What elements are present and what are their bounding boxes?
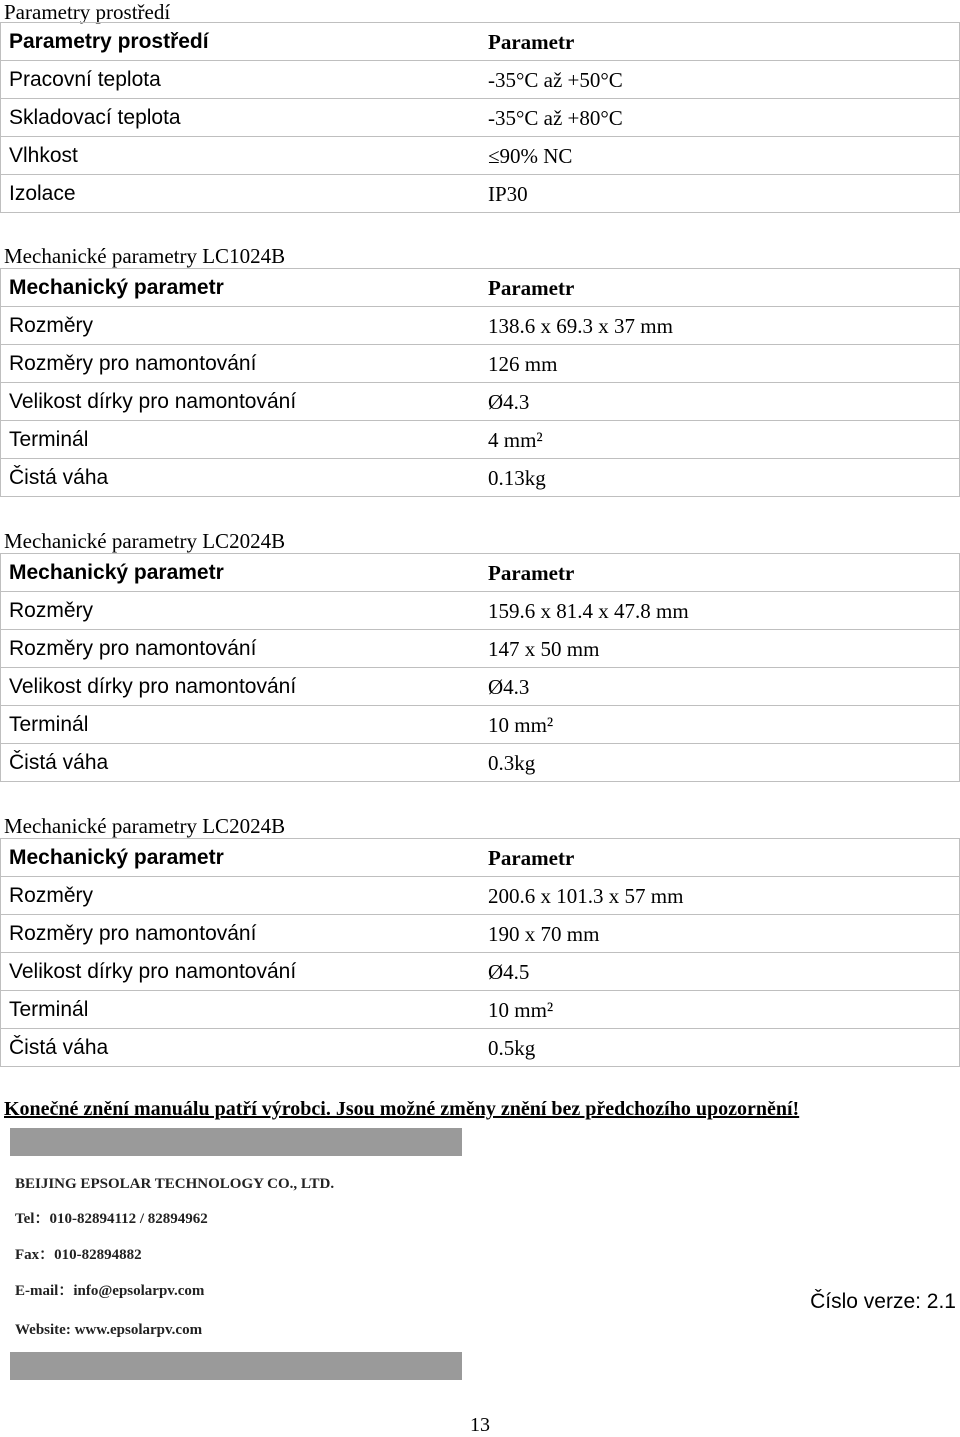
table-row <box>1 1029 960 1067</box>
column-header-parameter: Parametry prostředí <box>1 23 481 61</box>
column-header-value: Parametr <box>480 23 960 61</box>
row-label: Rozměry pro namontování <box>1 630 481 668</box>
row-label: Vlhkost <box>1 137 481 175</box>
row-label: Pracovní teplota <box>1 61 481 99</box>
row-label: Velikost dírky pro namontování <box>1 953 481 991</box>
lc2024b-table <box>0 553 960 782</box>
table-row <box>1 421 960 459</box>
column-header-value: Parametr <box>480 554 960 592</box>
row-value: 10 mm² <box>480 991 960 1029</box>
page-number: 13 <box>470 1414 490 1436</box>
row-label: Rozměry <box>1 307 481 345</box>
row-value: 10 mm² <box>480 706 960 744</box>
row-value: 147 x 50 mm <box>480 630 960 668</box>
row-value: Ø4.5 <box>480 953 960 991</box>
row-value: 0.5kg <box>480 1029 960 1067</box>
row-value: 0.13kg <box>480 459 960 497</box>
table-header-row <box>1 839 960 877</box>
company-email: E-mail：info@epsolarpv.com <box>15 1283 205 1299</box>
section-title-lc2024b-second: Mechanické parametry LC2024B <box>4 814 286 838</box>
version-number: Číslo verze: 2.1 <box>810 1290 956 1313</box>
row-value: 126 mm <box>480 345 960 383</box>
lc2024b-second-table <box>0 838 960 1067</box>
row-label: Čistá váha <box>1 1029 481 1067</box>
row-label: Terminál <box>1 421 481 459</box>
lc1024b-table <box>0 268 960 497</box>
column-header-value: Parametr <box>480 269 960 307</box>
column-header-parameter: Mechanický parametr <box>1 554 481 592</box>
row-label: Čistá váha <box>1 744 481 782</box>
column-header-parameter: Mechanický parametr <box>1 269 481 307</box>
table-row <box>1 953 960 991</box>
row-label: Rozměry pro namontování <box>1 345 481 383</box>
table-row <box>1 383 960 421</box>
table-row <box>1 668 960 706</box>
row-value: 190 x 70 mm <box>480 915 960 953</box>
company-fax: Fax：010-82894882 <box>15 1247 142 1263</box>
table-row <box>1 99 960 137</box>
company-contact-card <box>10 1128 462 1380</box>
company-website: Website: www.epsolarpv.com <box>15 1322 203 1338</box>
row-value: 138.6 x 69.3 x 37 mm <box>480 307 960 345</box>
table-row <box>1 592 960 630</box>
disclaimer-notice: Konečné znění manuálu patří výrobci. Jsou možné změny znění bez předchozího upozornění! <box>4 1098 800 1120</box>
row-label: Skladovací teplota <box>1 99 481 137</box>
row-value: Ø4.3 <box>480 668 960 706</box>
table-header-row <box>1 554 960 592</box>
row-value: 159.6 x 81.4 x 47.8 mm <box>480 592 960 630</box>
table-row <box>1 459 960 497</box>
table-row <box>1 744 960 782</box>
row-value: 0.3kg <box>480 744 960 782</box>
row-label: Rozměry pro namontování <box>1 915 481 953</box>
table-row <box>1 175 960 213</box>
row-label: Rozměry <box>1 592 481 630</box>
table-row <box>1 915 960 953</box>
row-value: IP30 <box>480 175 960 213</box>
company-phone: Tel：010-82894112 / 82894962 <box>15 1211 208 1227</box>
row-label: Rozměry <box>1 877 481 915</box>
section-title-lc2024b: Mechanické parametry LC2024B <box>4 529 286 553</box>
table-row <box>1 630 960 668</box>
row-label: Velikost dírky pro namontování <box>1 383 481 421</box>
table-row <box>1 877 960 915</box>
row-label: Čistá váha <box>1 459 481 497</box>
section-title-lc1024b: Mechanické parametry LC1024B <box>4 244 286 268</box>
environment-table <box>0 22 960 213</box>
row-value: Ø4.3 <box>480 383 960 421</box>
table-row <box>1 991 960 1029</box>
card-top-bar <box>10 1128 462 1156</box>
table-header-row <box>1 23 960 61</box>
section-title-environment: Parametry prostředí <box>4 0 171 24</box>
company-name: BEIJING EPSOLAR TECHNOLOGY CO., LTD. <box>15 1176 335 1192</box>
table-row <box>1 61 960 99</box>
table-row <box>1 307 960 345</box>
table-row <box>1 706 960 744</box>
column-header-value: Parametr <box>480 839 960 877</box>
row-value: -35°C až +50°C <box>480 61 960 99</box>
row-label: Terminál <box>1 991 481 1029</box>
row-value: -35°C až +80°C <box>480 99 960 137</box>
row-label: Terminál <box>1 706 481 744</box>
table-row <box>1 137 960 175</box>
table-header-row <box>1 269 960 307</box>
row-label: Izolace <box>1 175 481 213</box>
column-header-parameter: Mechanický parametr <box>1 839 481 877</box>
row-value: ≤90% NC <box>480 137 960 175</box>
row-label: Velikost dírky pro namontování <box>1 668 481 706</box>
table-row <box>1 345 960 383</box>
card-bottom-bar <box>10 1352 462 1380</box>
row-value: 200.6 x 101.3 x 57 mm <box>480 877 960 915</box>
row-value: 4 mm² <box>480 421 960 459</box>
